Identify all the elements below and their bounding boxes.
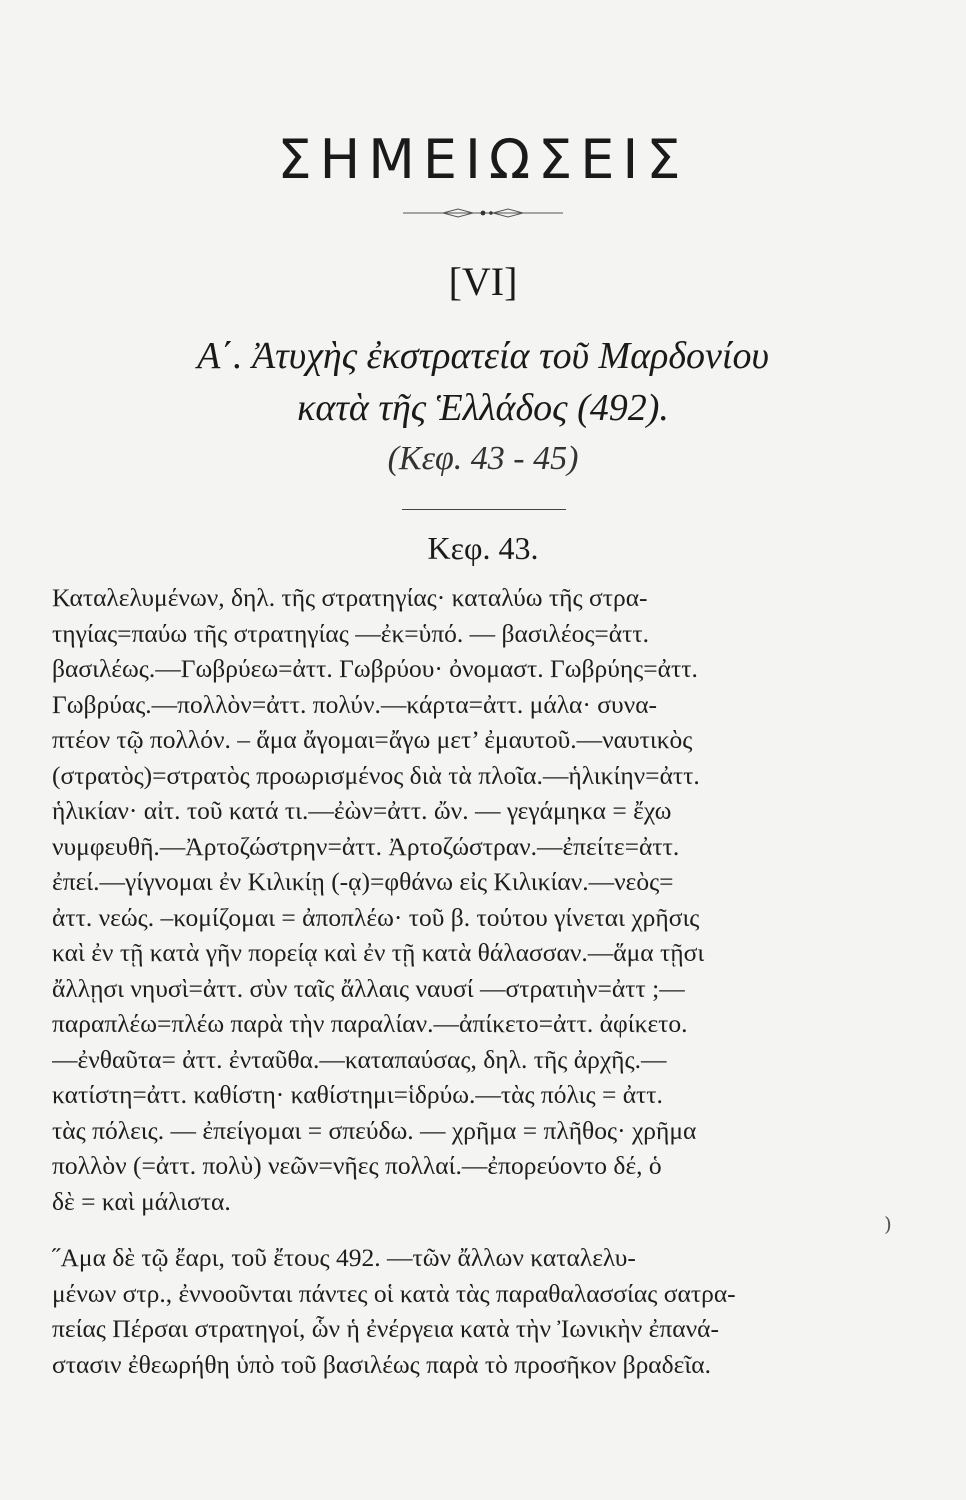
margin-mark: ) <box>884 1212 892 1236</box>
text-line: ˝Αμα δὲ τῷ ἔαρι, τοῦ ἔτους 492. —τῶν ἄλλων καταλελυ- <box>52 1243 636 1272</box>
text-line: ἄλλῃσι νηυσὶ=ἀττ. σὺν ταῖς ἄλλαις ναυσί —στρατιὴν=ἀττ ;— <box>52 973 685 1003</box>
notes-paragraph-2 <box>52 1240 852 1382</box>
text-line: καὶ ἐν τῇ κατὰ γῆν πορείᾳ καὶ ἐν τῇ κατὰ θάλασσαν.—ἅμα τῇσι <box>52 938 705 967</box>
text-line: ἐπεί.—γίγνομαι ἐν Κιλικίῃ (-ᾳ)=φθάνω εἰς Κιλικίαν.—νεὸς= <box>52 867 674 896</box>
text-line: νυμφευθῆ.—Ἀρτοζώστρην=ἀττ. Ἀρτοζώστραν.—ἐπείτε=ἀττ. <box>52 831 680 861</box>
text-line: παραπλέω=πλέω παρὰ τὴν παραλίαν.—ἀπίκετο=ἀττ. ἀφίκετο. <box>52 1009 688 1038</box>
chapter-heading: Κεφ. 43. <box>427 530 539 566</box>
text-line: ἡλικίαν· αἰτ. τοῦ κατά τι.—ἐὼν=ἀττ. ὤν. — γεγάμηκα = ἔχω <box>52 796 672 825</box>
notes-paragraph-1 <box>52 580 852 1219</box>
text-line: πολλὸν (=ἀττ. πολὺ) νεῶν=νῆες πολλαί.—ἐπορεύοντο δέ, ὁ <box>52 1151 662 1180</box>
text-line: ἀττ. νεώς. –κομίζομαι = ἀποπλέω· τοῦ β. τούτου γίνεται χρῆσις <box>52 902 700 932</box>
text-line: δὲ = καὶ μάλιστα. <box>52 1186 231 1216</box>
text-line: τηγίας=παύω τῆς στρατηγίας —ἐκ=ὑπό. — βασιλέος=ἀττ. <box>52 618 650 648</box>
text-line: μένων στρ., ἐννοοῦνται πάντες οἱ κατὰ τὰς παραθαλασσίας σατρα- <box>52 1278 736 1308</box>
text-line: Γωβρύας.—πολλὸν=ἀττ. πολύν.—κάρτα=ἀττ. μάλα· συνα- <box>52 689 658 719</box>
text-line: πείας Πέρσαι στρατηγοί, ὧν ἡ ἐνέργεια κατὰ τὴν Ἰωνικὴν ἐπανά- <box>52 1314 719 1343</box>
heading-line-1: Α΄. Ἀτυχὴς ἐκστρατεία τοῦ Μαρδονίου <box>197 335 769 377</box>
text-line: πτέον τῷ πολλόν. – ἅμα ἄγομαι=ἄγω μετ’ ἐμαυτοῦ.—ναυτικὸς <box>52 725 693 754</box>
chapter-range: (Κεφ. 43 - 45) <box>387 440 579 477</box>
text-line: κατίστη=ἀττ. καθίστη· καθίστημι=ἱδρύω.—τὰς πόλις = ἀττ. <box>52 1080 663 1109</box>
heading-line-2: κατὰ τῆς Ἑλλάδος (492). <box>297 387 669 429</box>
text-line: Καταλελυμένων, δηλ. τῆς στρατηγίας· καταλύω τῆς στρα- <box>52 583 648 612</box>
page-title: ΣΗΜΕΙΩΣΕΙΣ <box>277 128 689 191</box>
text-line: —ἐνθαῦτα= ἀττ. ἐνταῦθα.—καταπαύσας, δηλ. τῆς ἀρχῆς.— <box>52 1044 667 1074</box>
ornament-divider <box>383 206 583 220</box>
text-line: στασιν ἐθεωρήθη ὑπὸ τοῦ βασιλέως παρὰ τὸ προσῆκον βραδεῖα. <box>52 1349 711 1379</box>
divider-rule <box>402 509 566 510</box>
section-heading <box>0 330 966 434</box>
section-number: [VI] <box>448 259 518 304</box>
text-line: (στρατὸς)=στρατὸς προωρισμένος διὰ τὰ πλοῖα.—ἡλικίην=ἀττ. <box>52 760 700 790</box>
text-line: βασιλέως.—Γωβρύεω=ἀττ. Γωβρύου· ὀνομαστ. Γωβρύης=ἀττ. <box>52 654 698 683</box>
text-line: τὰς πόλεις. — ἐπείγομαι = σπεύδω. — χρῆμα = πλῆθος· χρῆμα <box>52 1115 697 1145</box>
